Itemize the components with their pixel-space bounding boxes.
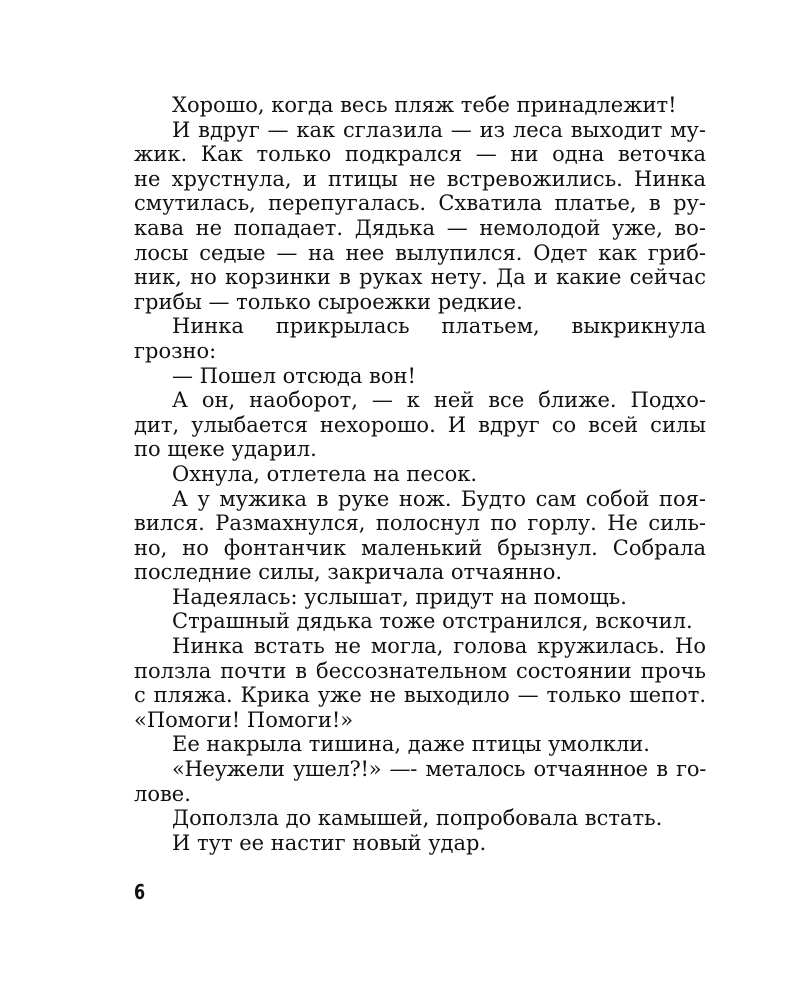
text-line: смутилась, перепугалась. Схватила платье, в ру- bbox=[134, 191, 706, 216]
text-line: лове. bbox=[134, 781, 191, 806]
text-line: «Неужели ушел?!» —- металось отчаянное в го- bbox=[172, 757, 706, 782]
text-line: не хрустнула, и птицы не встревожились. Нинка bbox=[134, 166, 706, 191]
text-line: ползла почти в бессознательном состоянии прочь bbox=[134, 658, 706, 683]
text-line: И тут ее настиг новый удар. bbox=[172, 830, 487, 855]
text-line: — Пошел отсюда вон! bbox=[172, 363, 416, 388]
text-line: А у мужика в руке нож. Будто сам собой поя- bbox=[172, 486, 706, 511]
text-line: Ее накрыла тишина, даже птицы умолкли. bbox=[172, 732, 650, 757]
body-text bbox=[134, 93, 706, 855]
text-line: Страшный дядька тоже отстранился, вскочил. bbox=[172, 609, 693, 634]
text-line: «Помоги! Помоги!» bbox=[134, 707, 354, 732]
text-line: ник, но корзинки в руках нету. Да и какие сейчас bbox=[134, 265, 706, 290]
text-line: Надеялась: услышат, придут на помощь. bbox=[172, 584, 627, 609]
page-number: 6 bbox=[134, 880, 146, 904]
text-line: последние силы, закричала отчаянно. bbox=[134, 560, 563, 585]
text-line: Нинка встать не могла, голова кружилась. Но bbox=[172, 634, 706, 659]
text-line: Нинка прикрылась платьем, выкрикнула bbox=[172, 314, 706, 339]
text-line: Хорошо, когда весь пляж тебе принадлежит! bbox=[172, 93, 677, 117]
text-line: И вдруг — как сглазила — из леса выходит му- bbox=[172, 117, 706, 142]
text-line: А он, наоборот, — к ней все ближе. Подхо- bbox=[172, 388, 706, 413]
text-line: вился. Размахнулся, полоснул по горлу. Не силь- bbox=[134, 511, 706, 536]
text-line: Охнула, отлетела на песок. bbox=[172, 461, 478, 486]
text-line: кава не попадает. Дядька — немолодой уже, во- bbox=[134, 215, 706, 240]
text-line: с пляжа. Крика уже не выходило — только шепот. bbox=[134, 683, 706, 708]
text-line: грибы — только сыроежки редкие. bbox=[134, 289, 523, 314]
text-line: дит, улыбается нехорошо. И вдруг со всей силы bbox=[134, 412, 706, 437]
text-line: по щеке ударил. bbox=[134, 437, 317, 462]
text-line: Доползла до камышей, попробовала встать. bbox=[172, 806, 663, 831]
text-line: но, но фонтанчик маленький брызнул. Собрала bbox=[134, 535, 706, 560]
text-line: жик. Как только подкрался — ни одна веточка bbox=[134, 142, 706, 167]
text-line: лосы седые — на нее вылупился. Одет как гриб- bbox=[134, 240, 706, 265]
text-line: грозно: bbox=[134, 338, 217, 363]
